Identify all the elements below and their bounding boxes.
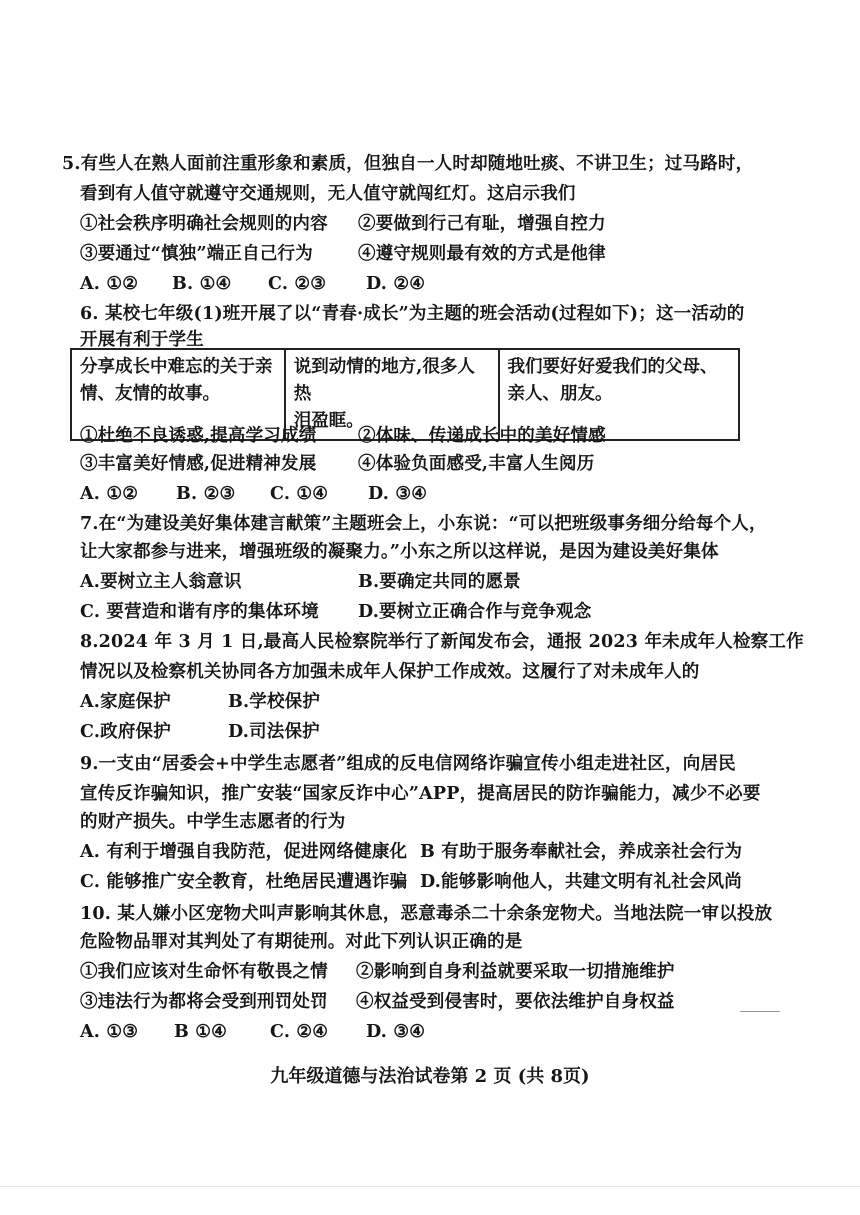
q10-option-a[interactable]: A. ①③: [80, 1022, 139, 1042]
q5-option-c[interactable]: C. ②③: [268, 274, 327, 294]
q5-stem-line1: 5.有些人在熟人面前注重形象和素质，但独自一人时却随地吐痰、不讲卫生；过马路时，: [62, 154, 754, 174]
q8-option-a[interactable]: A.家庭保护: [80, 692, 171, 712]
q7-option-b[interactable]: B.要确定共同的愿景: [358, 572, 521, 592]
q7-option-d[interactable]: D.要树立正确合作与竞争观念: [358, 602, 592, 622]
cell-2-line1: 说到动情的地方,很多人热: [293, 357, 475, 404]
q6-statement-3: ③丰富美好情感,促进精神发展: [80, 454, 317, 474]
q5-option-b[interactable]: B. ①④: [172, 274, 232, 294]
scan-artifact: [740, 1011, 780, 1012]
q6-statement-4: ④体验负面感受,丰富人生阅历: [358, 454, 595, 474]
q8-stem-line2: 情况以及检察机关协同各方加强未成年人保护工作成效。这履行了对未成年人的: [80, 662, 700, 682]
q7-option-c[interactable]: C. 要营造和谐有序的集体环境: [80, 602, 319, 622]
q10-stem-line2: 危险物品罪对其判处了有期徒刑。对此下列认识正确的是: [80, 932, 523, 952]
q10-statement-4: ④权益受到侵害时，要依法维护自身权益: [356, 992, 675, 1012]
q9-option-d[interactable]: D.能够影响他人，共建文明有礼社会风尚: [420, 872, 742, 892]
cell-1-line1: 分享成长中难忘的关于亲: [80, 357, 273, 377]
q7-stem-line1: 7.在“为建设美好集体建言献策”主题班会上，小东说：“可以把班级事务细分给每个人，: [80, 514, 767, 534]
q6-statement-1: ①杜绝不良诱惑,提高学习成绩: [80, 426, 317, 446]
q5-statement-3: ③要通过“慎独”端正自己行为: [80, 244, 313, 264]
q5-option-a[interactable]: A. ①②: [80, 274, 139, 294]
q10-stem-line1: 10. 某人嫌小区宠物犬叫声影响其休息，恶意毒杀二十余条宠物犬。当地法院一审以投放: [80, 904, 773, 924]
q9-option-c[interactable]: C. 能够推广安全教育，杜绝居民遭遇诈骗: [80, 872, 408, 892]
q10-statement-2: ②影响到自身利益就要采取一切措施维护: [356, 962, 675, 982]
q6-option-d[interactable]: D. ③④: [368, 484, 428, 504]
q8-stem-line1: 8.2024 年 3 月 1 日,最高人民检察院举行了新闻发布会，通报 2023 年未成年人检察工作: [80, 632, 804, 652]
q9-option-a[interactable]: A. 有利于增强自我防范，促进网络健康化: [80, 842, 408, 862]
scan-edge: [0, 1186, 860, 1187]
q10-statement-1: ①我们应该对生命怀有敬畏之情: [80, 962, 328, 982]
q6-statement-2: ②体味、传递成长中的美好情感: [358, 426, 606, 446]
q5-option-d[interactable]: D. ②④: [366, 274, 426, 294]
q6-option-a[interactable]: A. ①②: [80, 484, 139, 504]
q6-option-b[interactable]: B. ②③: [176, 484, 236, 504]
cell-2-line2: 泪盈眶。: [293, 411, 364, 431]
q6-option-c[interactable]: C. ①④: [270, 484, 329, 504]
q5-stem-line2: 看到有人值守就遵守交通规则，无人值守就闯红灯。这启示我们: [80, 184, 576, 204]
cell-1-line2: 情、友情的故事。: [80, 384, 220, 404]
q9-option-b[interactable]: B 有助于服务奉献社会，养成亲社会行为: [420, 842, 743, 862]
page-footer: 九年级道德与法治试卷第 2 页 (共 8页): [270, 1066, 590, 1087]
cell-3-line1: 我们要好好爱我们的父母、: [507, 357, 718, 377]
q10-option-b[interactable]: B ①④: [174, 1022, 228, 1042]
q7-option-a[interactable]: A.要树立主人翁意识: [80, 572, 242, 592]
q6-stem-line2: 开展有利于学生: [80, 330, 204, 350]
q9-stem-line3: 的财产损失。中学生志愿者的行为: [80, 812, 346, 832]
q8-option-d[interactable]: D.司法保护: [228, 722, 320, 742]
q6-stem-line1: 6. 某校七年级(1)班开展了以“青春·成长”为主题的班会活动(过程如下)；这一活动的: [80, 304, 745, 324]
q10-option-c[interactable]: C. ②④: [270, 1022, 329, 1042]
q5-statement-1: ①社会秩序明确社会规则的内容: [80, 214, 328, 234]
q5-statement-2: ②要做到行己有耻，增强自控力: [358, 214, 606, 234]
q9-stem-line2: 宣传反诈骗知识，推广安装“国家反诈中心”APP，提高居民的防诈骗能力，减少不必要: [80, 784, 761, 804]
q10-statement-3: ③违法行为都将会受到刑罚处罚: [80, 992, 328, 1012]
q7-stem-line2: 让大家都参与进来，增强班级的凝聚力。”小东之所以这样说，是因为建设美好集体: [80, 542, 719, 562]
cell-3-line2: 亲人、朋友。: [507, 384, 613, 404]
q5-statement-4: ④遵守规则最有效的方式是他律: [358, 244, 606, 264]
q8-option-b[interactable]: B.学校保护: [228, 692, 321, 712]
q8-option-c[interactable]: C.政府保护: [80, 722, 171, 742]
q9-stem-line1: 9.一支由“居委会+中学生志愿者”组成的反电信网络诈骗宣传小组走进社区，向居民: [80, 754, 736, 774]
q10-option-d[interactable]: D. ③④: [366, 1022, 426, 1042]
